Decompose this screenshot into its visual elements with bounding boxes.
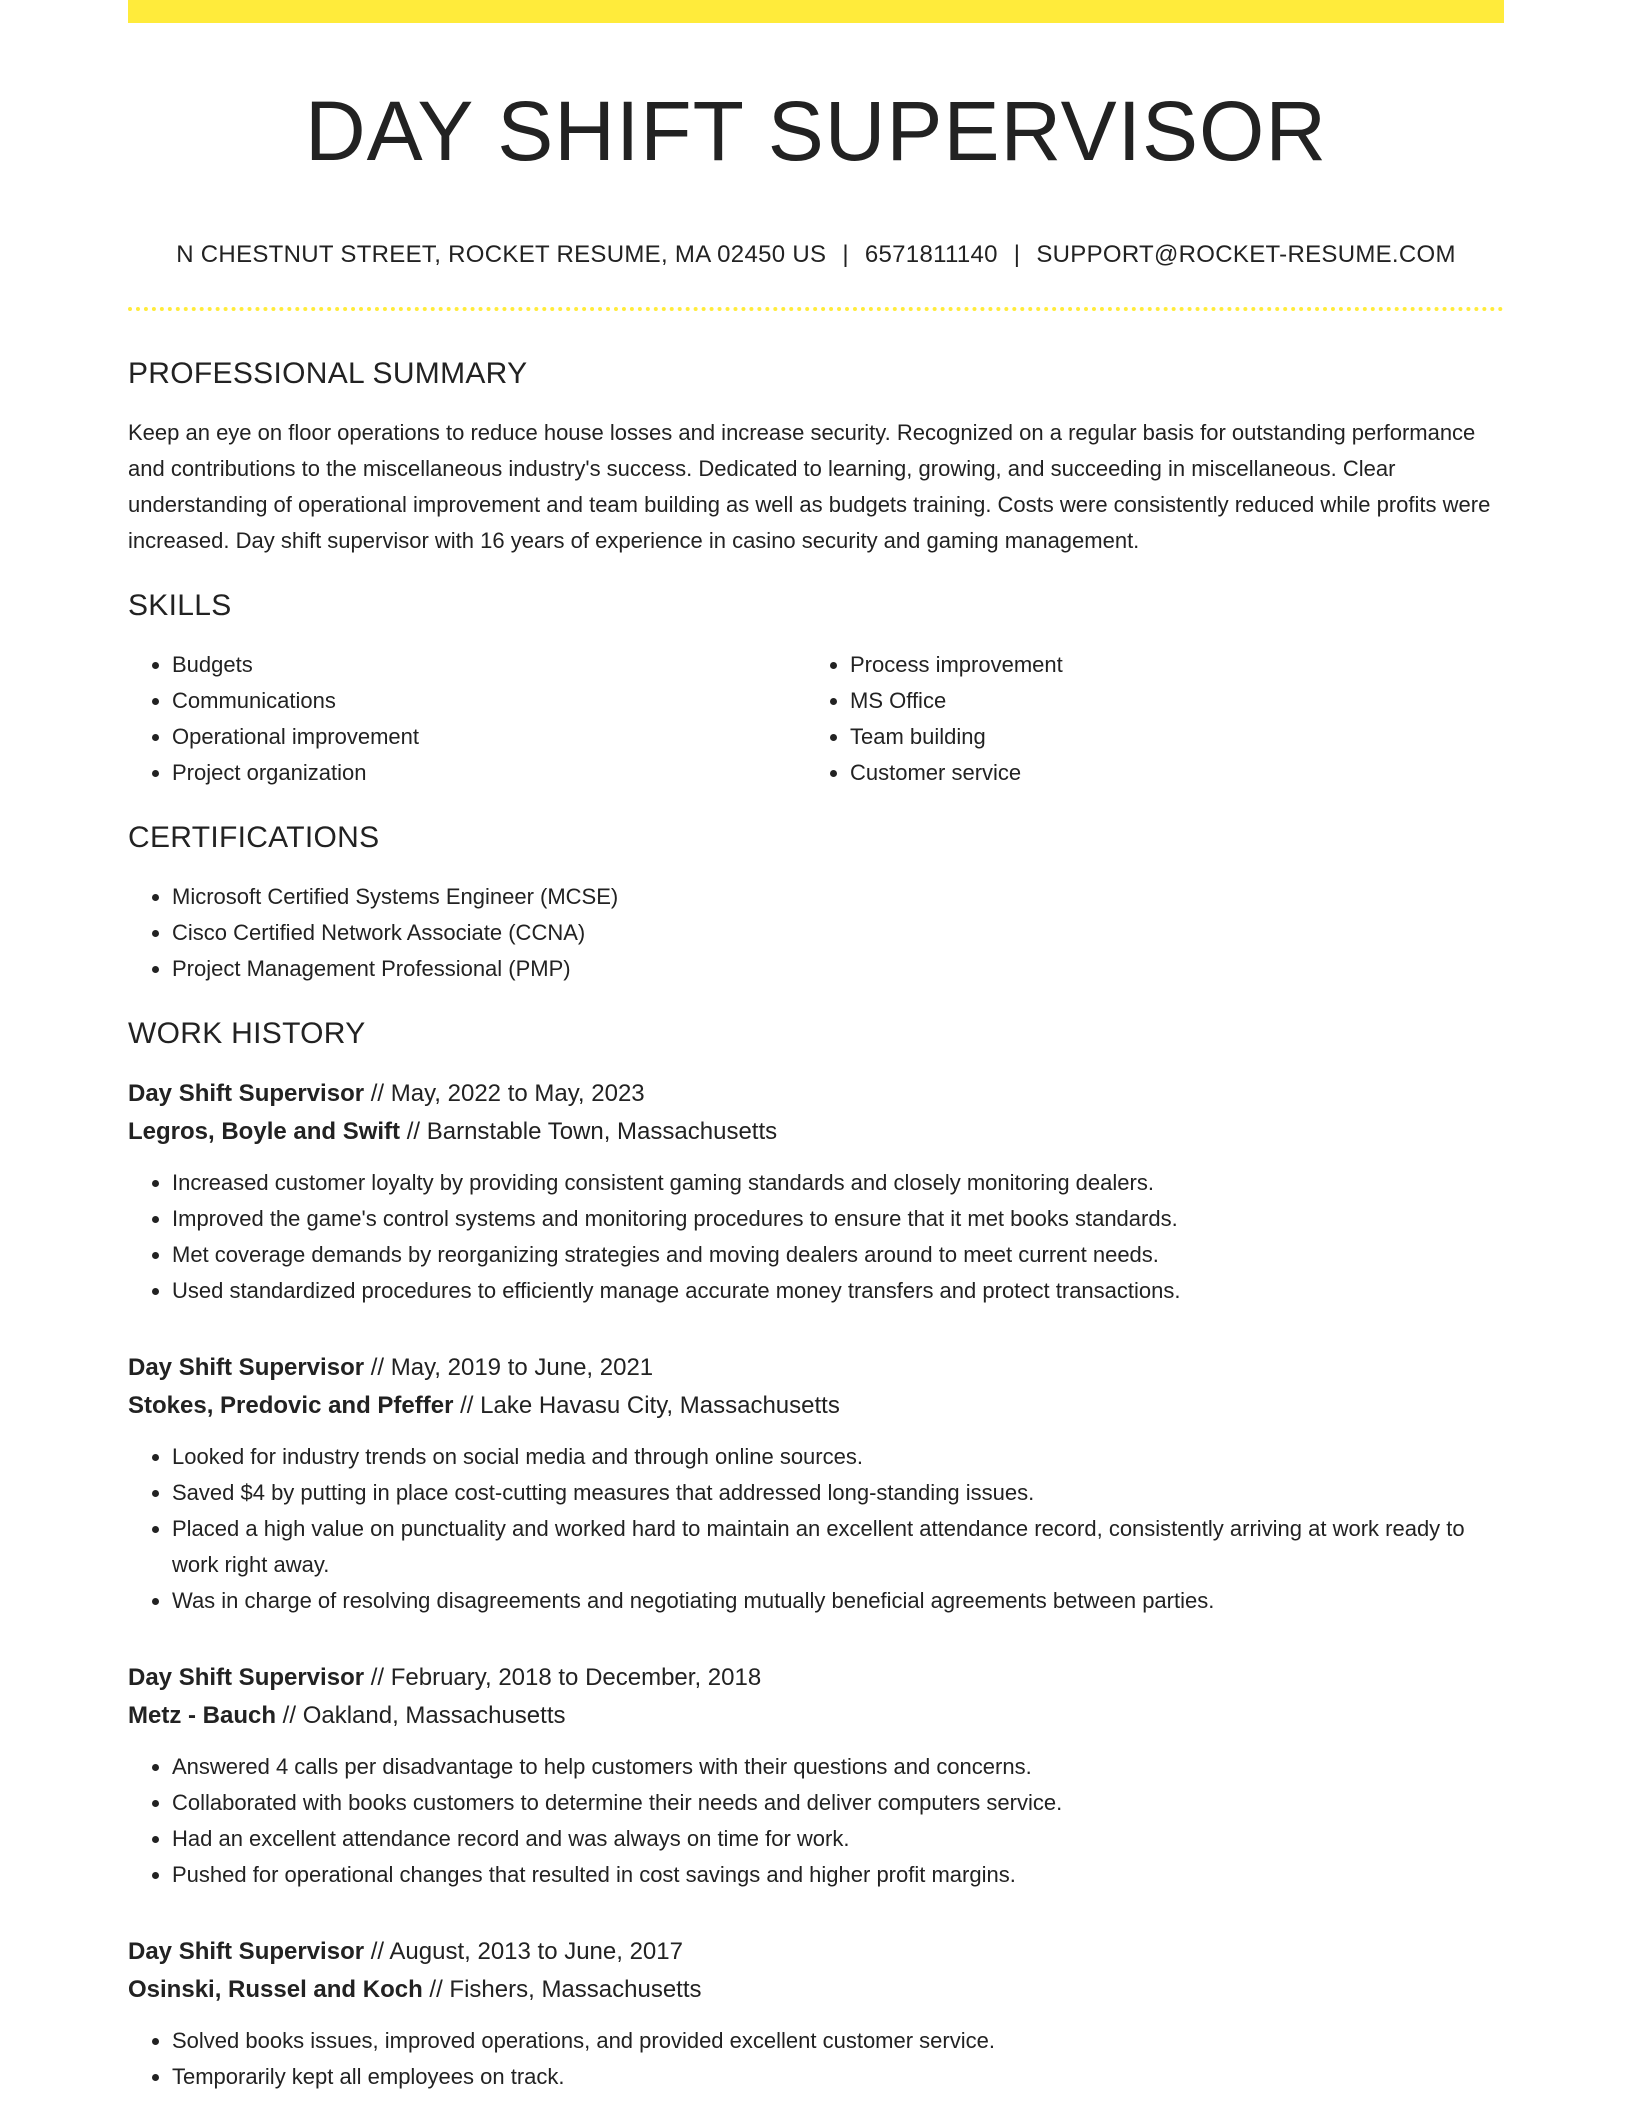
- certification-item: • Project Management Professional (PMP): [172, 951, 1504, 987]
- work-history-heading: WORK HISTORY: [128, 1017, 366, 1050]
- job-location: // Oakland, Massachusetts: [276, 1702, 566, 1729]
- skills-left-column: [128, 647, 806, 791]
- job-bullet: • Improved the game's control systems and monitoring procedures to ensure that it met books standards.: [172, 1201, 1504, 1237]
- dotted-divider: [128, 307, 1504, 311]
- job-title-line: [128, 1933, 1504, 1971]
- summary-heading: PROFESSIONAL SUMMARY: [128, 357, 528, 390]
- job-dates: // August, 2013 to June, 2017: [364, 1938, 683, 1965]
- contact-phone: 6571811140: [864, 241, 998, 268]
- job-bullet: • Solved books issues, improved operations, and provided excellent customer service.: [172, 2023, 1504, 2059]
- job-role: Day Shift Supervisor: [128, 1354, 365, 1381]
- job-company: Stokes, Predovic and Pfeffer: [128, 1392, 454, 1419]
- job-entry: [128, 1349, 1504, 1619]
- skills-right-column: [806, 647, 1484, 791]
- job-entry: [128, 1659, 1504, 1893]
- job-company: Osinski, Russel and Koch: [128, 1976, 423, 2003]
- skill-item: • Customer service: [850, 755, 1484, 791]
- job-bullet: • Saved $4 by putting in place cost-cutting measures that addressed long-standing issues.: [172, 1475, 1504, 1511]
- skill-item: • Team building: [850, 719, 1484, 755]
- job-bullet: • Had an excellent attendance record and was always on time for work.: [172, 1821, 1504, 1857]
- job-location: // Barnstable Town, Massachusetts: [400, 1118, 778, 1145]
- contact-separator: |: [842, 241, 849, 268]
- job-bullet: • Looked for industry trends on social media and through online sources.: [172, 1439, 1504, 1475]
- resume-name: DAY SHIFT SUPERVISOR: [304, 84, 1328, 178]
- job-bullet: • Met coverage demands by reorganizing strategies and moving dealers around to meet current needs.: [172, 1237, 1504, 1273]
- resume-page: [128, 0, 1504, 2095]
- contact-address: N CHESTNUT STREET, ROCKET RESUME, MA 02450 US: [176, 241, 827, 268]
- accent-bar: [128, 0, 1504, 23]
- contact-line: [128, 241, 1504, 269]
- job-company-line: [128, 1971, 1504, 2009]
- job-bullet: • Used standardized procedures to efficiently manage accurate money transfers and protect transactions.: [172, 1273, 1504, 1309]
- job-dates: // February, 2018 to December, 2018: [364, 1664, 762, 1691]
- contact-separator: |: [1013, 241, 1021, 268]
- skills-grid: [128, 647, 1504, 791]
- job-company: Legros, Boyle and Swift: [128, 1118, 401, 1145]
- job-role: Day Shift Supervisor: [128, 1938, 365, 1965]
- job-bullets: [128, 1165, 1504, 1309]
- job-location: // Fishers, Massachusetts: [422, 1976, 702, 2003]
- contact-email: SUPPORT@ROCKET-RESUME.COM: [1036, 241, 1456, 268]
- job-bullet: • Was in charge of resolving disagreements and negotiating mutually beneficial agreements between parties.: [172, 1583, 1504, 1619]
- job-role: Day Shift Supervisor: [128, 1664, 365, 1691]
- job-entry: [128, 1075, 1504, 1309]
- certifications-list: [128, 879, 1504, 987]
- job-company-line: [128, 1697, 1504, 1735]
- skills-heading: SKILLS: [128, 589, 232, 622]
- skill-item: • Communications: [172, 683, 806, 719]
- certification-item: • Microsoft Certified Systems Engineer (MCSE): [172, 879, 1504, 915]
- job-dates: // May, 2019 to June, 2021: [364, 1354, 654, 1381]
- job-title-line: [128, 1659, 1504, 1697]
- job-entry: [128, 1933, 1504, 2095]
- summary-text: Keep an eye on floor operations to reduce house losses and increase security. Recognized on a regular basis for outstanding performance and contributions to the miscellaneous industry's success. Dedicated to learning, growing, and succeeding in miscellaneous. Clear understanding of operational improvement and team building as well as budgets training. Costs were consistently reduced while profits were increased. Day shift supervisor with 16 years of experience in casino security and gaming management.: [128, 420, 1491, 553]
- job-bullet: • Pushed for operational changes that resulted in cost savings and higher profit margins.: [172, 1857, 1504, 1893]
- job-company: Metz - Bauch: [128, 1702, 277, 1729]
- job-bullet: • Temporarily kept all employees on track.: [172, 2059, 1504, 2095]
- job-company-line: [128, 1113, 1504, 1151]
- certification-item: • Cisco Certified Network Associate (CCNA): [172, 915, 1504, 951]
- job-bullet: • Collaborated with books customers to determine their needs and deliver computers service.: [172, 1785, 1504, 1821]
- skill-item: • Budgets: [172, 647, 806, 683]
- certifications-heading: CERTIFICATIONS: [128, 821, 380, 854]
- job-bullet: • Answered 4 calls per disadvantage to help customers with their questions and concerns.: [172, 1749, 1504, 1785]
- skill-item: • Process improvement: [850, 647, 1484, 683]
- job-title-line: [128, 1349, 1504, 1387]
- skill-item: • MS Office: [850, 683, 1484, 719]
- job-bullets: [128, 2023, 1504, 2095]
- job-bullet: • Placed a high value on punctuality and worked hard to maintain an excellent attendance record, consistently arriving at work ready to work right away.: [172, 1511, 1504, 1583]
- job-dates: // May, 2022 to May, 2023: [364, 1080, 645, 1107]
- job-bullet: • Increased customer loyalty by providing consistent gaming standards and closely monitoring dealers.: [172, 1165, 1504, 1201]
- job-role: Day Shift Supervisor: [128, 1080, 365, 1107]
- job-title-line: [128, 1075, 1504, 1113]
- job-company-line: [128, 1387, 1504, 1425]
- job-bullets: [128, 1439, 1504, 1619]
- job-bullets: [128, 1749, 1504, 1893]
- skill-item: • Project organization: [172, 755, 806, 791]
- skill-item: • Operational improvement: [172, 719, 806, 755]
- job-location: // Lake Havasu City, Massachusetts: [453, 1392, 840, 1419]
